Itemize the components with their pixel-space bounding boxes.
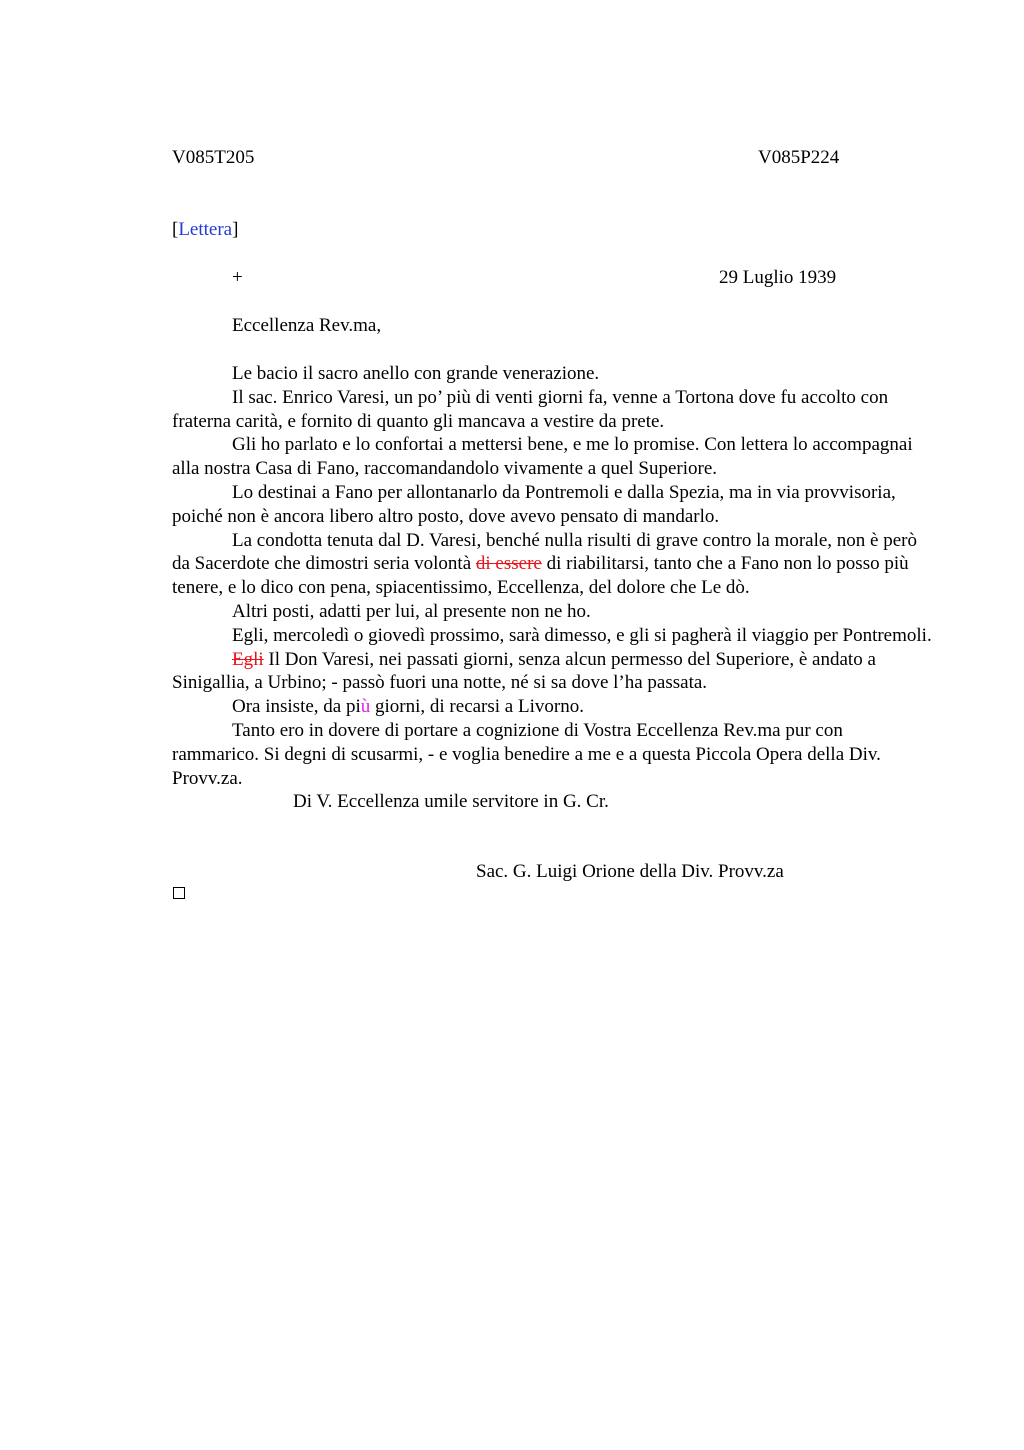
paragraph-9 <box>172 695 932 719</box>
inserted-text: ù <box>360 696 371 718</box>
cross-mark: + <box>232 267 243 288</box>
paragraph-9-text-after: giorni, di recarsi a Livorno. <box>370 696 584 718</box>
paragraph-4: Lo destinai a Fano per allontanarlo da Pontremoli e dalla Spezia, ma in via provvisoria, poiché non è ancora libero altro posto, dove avevo pensato di mandarlo. <box>172 481 896 527</box>
letter-date: 29 Luglio 1939 <box>719 267 837 288</box>
deleted-text: Egli <box>232 648 264 670</box>
paragraph-5 <box>172 529 932 600</box>
deleted-text: di essere <box>475 553 542 575</box>
paragraph-10: Tanto ero in dovere di portare a cognizione di Vostra Eccellenza Rev.ma pur con rammarico. Si degni di scusarmi, - e voglia benedire a me e a questa Piccola Opera della Div. Provv.za. <box>172 719 881 789</box>
paragraph-9-text-before: Ora insiste, da pi <box>232 696 361 718</box>
document-type-label: Lettera <box>178 219 233 240</box>
salutation: Eccellenza Rev.ma, <box>232 315 382 336</box>
document-code-right: V085P224 <box>758 147 840 168</box>
paragraph-8-text-after: Il Don Varesi, nei passati giorni, senza alcun permesso del Superiore, è andato a Sinigallia, a Urbino; - passò fuori una notte, né si sa dove l’ha passata. <box>172 648 876 694</box>
document-code-left: V085T205 <box>172 147 255 168</box>
close-bracket: ] <box>232 219 239 240</box>
empty-square-icon <box>173 887 185 899</box>
paragraph-6: Altri posti, adatti per lui, al presente non ne ho. <box>232 600 591 622</box>
document-type <box>172 218 238 242</box>
paragraph-7: Egli, mercoledì o giovedì prossimo, sarà dimesso, e gli si pagherà il viaggio per Pontremoli. <box>232 624 932 646</box>
paragraph-5-text-before: La condotta tenuta dal D. Varesi, benché nulla risulti di grave contro la morale, non è però da Sacerdote che dimostri seria volontà <box>172 529 918 575</box>
paragraph-3: Gli ho parlato e lo confortai a mettersi bene, e me lo promise. Con lettera lo accompagnai alla nostra Casa di Fano, raccomandandolo vivamente a quel Superiore. <box>172 434 913 480</box>
signature: Sac. G. Luigi Orione della Div. Provv.za <box>476 861 784 882</box>
closing-line: Di V. Eccellenza umile servitore in G. Cr. <box>293 791 609 813</box>
paragraph-1: Le bacio il sacro anello con grande venerazione. <box>232 363 600 384</box>
paragraph-2: Il sac. Enrico Varesi, un po’ più di venti giorni fa, venne a Tortona dove fu accolto con fraterna carità, e fornito di quanto gli mancava a vestire da prete. <box>172 386 889 432</box>
open-bracket: [ <box>172 219 179 240</box>
paragraph-5-text-after: di riabilitarsi, tanto che a Fano non lo posso più tenere, e lo dico con pena, spiacentissimo, Eccellenza, del dolore che Le dò. <box>172 553 909 599</box>
letter-body <box>172 362 932 814</box>
paragraph-8 <box>172 648 932 696</box>
